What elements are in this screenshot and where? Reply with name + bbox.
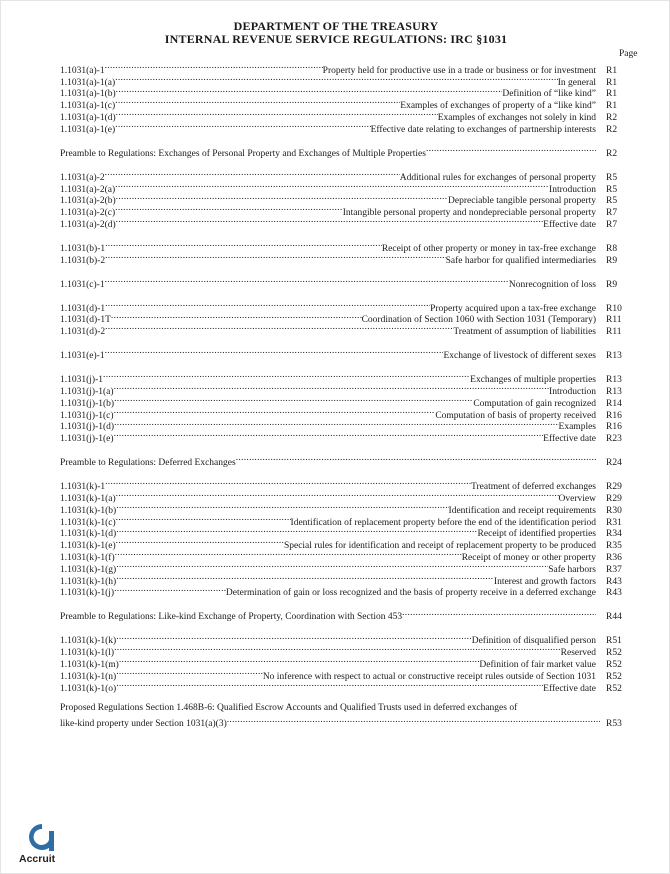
dot-leader — [236, 453, 596, 465]
accruit-logo-icon — [25, 821, 59, 853]
section-number: 1.1031(a)-1(b) — [60, 89, 116, 100]
dot-leader — [116, 192, 448, 204]
section-number: 1.1031(k)-1(g) — [60, 564, 117, 575]
page-reference: R37 — [606, 564, 622, 575]
dot-leader — [105, 61, 323, 73]
section-number: 1.1031(j)-1(e) — [60, 434, 114, 445]
dot-leader — [114, 394, 473, 406]
section-description: Introduction — [549, 184, 596, 195]
page-reference: R11 — [606, 315, 622, 326]
section-description: Computation of basis of property received — [435, 410, 596, 421]
section-number: 1.1031(j)-1(c) — [60, 410, 114, 421]
toc-entry — [60, 299, 640, 314]
dot-leader — [115, 203, 343, 215]
page-reference: R5 — [606, 184, 618, 195]
dot-leader — [402, 608, 596, 620]
dot-leader — [114, 382, 549, 394]
section-number: 1.1031(b)-1 — [60, 243, 106, 254]
section-number: 1.1031(k)-1(d) — [60, 529, 117, 540]
section-number: 1.1031(a)-2(b) — [60, 196, 116, 207]
section-number: 1.1031(k)-1(c) — [60, 517, 116, 528]
section-description: Receipt of identified properties — [477, 529, 596, 540]
page-reference: R1 — [606, 101, 618, 112]
section-description: Effective date — [543, 219, 596, 230]
page-reference: R2 — [606, 112, 618, 123]
section-description: Effective date — [543, 683, 596, 694]
section-description: Receipt of other property or money in tax-free exchange — [381, 243, 596, 254]
page-reference: R2 — [606, 148, 618, 159]
section-description: Examples of exchanges of property of a “like kind” — [400, 101, 596, 112]
dot-leader — [115, 96, 400, 108]
proposed-regulations-entry-line1: Proposed Regulations Section 1.468B-6: Qualified Escrow Accounts and Qualified Trusts used in deferred exchanges of — [60, 702, 518, 713]
toc-entry — [60, 608, 640, 623]
page-reference: R31 — [606, 517, 622, 528]
page-reference: R44 — [606, 612, 622, 623]
toc-entry — [60, 643, 640, 659]
dot-leader — [116, 525, 477, 537]
dot-leader — [114, 406, 436, 418]
page-reference: R36 — [606, 552, 622, 563]
page-reference: R24 — [606, 458, 622, 469]
section-number: 1.1031(k)-1(f) — [60, 552, 115, 563]
page-reference: R7 — [606, 219, 618, 230]
page-reference: R2 — [606, 124, 618, 135]
page-reference: R53 — [606, 719, 622, 730]
page-column-header: Page — [619, 49, 638, 59]
page-reference: R8 — [606, 243, 618, 254]
page-reference: R35 — [606, 541, 622, 552]
dot-leader — [114, 418, 558, 430]
section-description: Special rules for identification and receipt of replacement property to be produced — [283, 541, 596, 552]
section-description: Receipt of money or other property — [461, 552, 596, 563]
toc-entry — [60, 370, 640, 386]
dot-leader — [103, 370, 470, 382]
section-number: 1.1031(a)-2(d) — [60, 219, 116, 230]
section-number: 1.1031(d)-1 — [60, 303, 106, 314]
toc-entry — [60, 632, 640, 647]
page-reference: R23 — [606, 434, 622, 445]
page-reference: R13 — [606, 387, 622, 398]
page-reference: R52 — [606, 648, 622, 659]
page-reference: R1 — [606, 89, 618, 100]
section-number: 1.1031(k)-1(m) — [60, 659, 119, 670]
section-description: Effective date — [543, 434, 596, 445]
section-description: Property acquired upon a tax-free exchange — [430, 303, 596, 314]
section-number: Preamble to Regulations: Exchanges of Personal Property and Exchanges of Multiple Properties — [60, 148, 426, 159]
section-description: Property held for productive use in a trade or business or for investment — [322, 65, 596, 76]
dot-leader — [116, 501, 448, 513]
page-reference: R13 — [606, 375, 622, 386]
section-description: Overview — [558, 494, 596, 504]
section-number: 1.1031(k)-1(j) — [60, 588, 115, 599]
toc-entry — [60, 346, 640, 362]
section-number: 1.1031(a)-1(e) — [60, 124, 116, 135]
dot-leader — [116, 667, 263, 679]
toc-entry — [60, 418, 640, 433]
page-reference: R13 — [606, 351, 622, 362]
toc-entry — [60, 85, 640, 100]
page-reference: R10 — [606, 303, 622, 314]
section-number: 1.1031(k)-1(b) — [60, 505, 117, 516]
toc-entry — [60, 61, 640, 76]
section-description: Identification and receipt requirements — [448, 505, 596, 516]
section-number: 1.1031(a)-1(a) — [60, 77, 116, 88]
section-number: 1.1031(j)-1(a) — [60, 387, 114, 398]
table-of-contents — [60, 61, 640, 730]
regulations-title: INTERNAL REVENUE SERVICE REGULATIONS: IRC §1031 — [164, 32, 508, 46]
page-reference: R1 — [606, 65, 618, 76]
toc-entry — [60, 239, 640, 254]
section-description: Definition of “like kind” — [502, 89, 596, 100]
section-number: 1.1031(k)-1(n) — [60, 671, 117, 682]
page-reference: R29 — [606, 482, 622, 493]
page-reference: R11 — [606, 327, 622, 338]
dot-leader — [426, 144, 596, 156]
section-description: Examples — [558, 422, 596, 433]
dot-leader — [116, 85, 503, 97]
section-number: 1.1031(k)-1(o) — [60, 683, 117, 694]
dot-leader — [116, 572, 494, 584]
dot-leader — [114, 584, 226, 596]
section-number: 1.1031(a)-1(c) — [60, 101, 116, 112]
page-reference: R34 — [606, 529, 622, 540]
page-reference: R1 — [606, 77, 618, 88]
section-description: Safe harbor for qualified intermediaries — [445, 255, 596, 266]
dot-leader — [116, 513, 291, 525]
section-description: Determination of gain or loss recognized and the basis of property receive in a deferred exchange — [225, 588, 596, 599]
section-description: Exchange of livestock of different sexes — [443, 351, 596, 362]
accruit-logo — [19, 821, 79, 871]
section-number: 1.1031(e)-1 — [60, 351, 105, 362]
section-description: Introduction — [549, 387, 596, 398]
dot-leader — [105, 346, 444, 358]
section-number: 1.1031(j)-1 — [60, 375, 104, 386]
section-number: 1.1031(c)-1 — [60, 279, 105, 290]
dot-leader — [119, 655, 480, 667]
dot-leader — [116, 632, 472, 644]
dot-leader — [105, 275, 509, 287]
dot-leader — [116, 215, 543, 227]
dot-leader — [105, 322, 453, 334]
section-description: Exchanges of multiple properties — [470, 375, 596, 386]
section-number: 1.1031(k)-1(l) — [60, 648, 115, 659]
page-reference: R30 — [606, 505, 622, 516]
section-description: Additional rules for exchanges of personal property — [399, 172, 596, 183]
toc-entry — [60, 489, 640, 504]
section-description: Depreciable tangible personal property — [448, 196, 596, 207]
section-number: 1.1031(k)-1(k) — [60, 636, 117, 647]
page-reference: R9 — [606, 279, 618, 290]
dot-leader — [115, 180, 549, 192]
page-reference: R52 — [606, 683, 622, 694]
section-number: 1.1031(a)-1 — [60, 65, 105, 76]
section-number: 1.1031(k)-1 — [60, 482, 106, 493]
page-reference: R9 — [606, 255, 618, 266]
section-number: 1.1031(a)-2 — [60, 172, 105, 183]
dot-leader — [114, 643, 561, 655]
toc-entry — [60, 168, 640, 183]
dot-leader — [116, 679, 543, 691]
page-reference: R16 — [606, 422, 622, 433]
section-description: Treatment of assumption of liabilities — [453, 327, 596, 338]
section-description: Nonrecognition of loss — [508, 279, 596, 290]
section-description: Identification of replacement property before the end of the identification period — [290, 517, 596, 528]
section-number: 1.1031(a)-1(d) — [60, 112, 116, 123]
section-description: Definition of fair market value — [479, 659, 596, 670]
section-number: 1.1031(b)-2 — [60, 255, 106, 266]
section-description: Treatment of deferred exchanges — [471, 482, 596, 493]
page-reference: R16 — [606, 410, 622, 421]
section-description: Intangible personal property and nondepreciable personal property — [342, 208, 596, 219]
toc-entry — [60, 429, 640, 445]
section-description: Interest and growth factors — [493, 576, 596, 587]
dot-leader — [105, 239, 382, 251]
dot-leader — [105, 251, 446, 263]
page-reference: R5 — [606, 196, 618, 207]
section-description: Computation of gain recognized — [473, 398, 596, 409]
proposed-regulations-entry-line2 — [60, 715, 640, 730]
page-reference: R52 — [606, 659, 622, 670]
section-description: Effective date relating to exchanges of partnership interests — [370, 124, 596, 135]
dot-leader — [115, 73, 558, 85]
section-description: Reserved — [560, 648, 596, 659]
section-description: No inference with respect to actual or constructive receipt rules outside of Section 1031 — [262, 671, 596, 682]
section-number: Preamble to Regulations: Deferred Exchanges — [60, 458, 236, 469]
section-number: 1.1031(d)-2 — [60, 327, 106, 338]
page-reference: R29 — [606, 494, 622, 504]
section-number: 1.1031(k)-1(h) — [60, 576, 117, 587]
toc-entry — [60, 655, 640, 670]
dot-leader — [105, 477, 471, 489]
section-number: 1.1031(k)-1(a) — [60, 494, 116, 504]
toc-entry — [60, 73, 640, 88]
section-description: like-kind property under Section 1031(a)(3) — [60, 719, 227, 730]
toc-entry — [60, 501, 640, 516]
page-reference: R7 — [606, 208, 618, 219]
page-reference: R52 — [606, 671, 622, 682]
page-reference: R43 — [606, 576, 622, 587]
department-title: DEPARTMENT OF THE TREASURY — [233, 19, 439, 33]
dot-leader — [227, 715, 600, 727]
accruit-logo-wordmark: Accruit — [19, 853, 56, 865]
page-reference: R5 — [606, 172, 618, 183]
toc-entry — [60, 275, 640, 290]
dot-leader — [111, 311, 362, 323]
page-reference: R14 — [606, 398, 622, 409]
section-number: 1.1031(a)-2(c) — [60, 208, 116, 219]
section-number: 1.1031(d)-1T — [60, 315, 111, 326]
section-number: 1.1031(a)-2(a) — [60, 184, 116, 195]
dot-leader — [115, 120, 370, 132]
dot-leader — [114, 429, 544, 441]
section-description: Definition of disqualified person — [471, 636, 596, 647]
page-reference: R43 — [606, 588, 622, 599]
section-number: 1.1031(k)-1(e) — [60, 541, 116, 552]
section-description: Safe harbors — [548, 564, 596, 575]
section-description: Coordination of Section 1060 with Section 1031 (Temporary) — [361, 315, 596, 326]
toc-entry — [60, 453, 640, 469]
section-number: 1.1031(j)-1(d) — [60, 422, 115, 433]
dot-leader — [116, 536, 284, 548]
toc-entry — [60, 144, 640, 159]
dot-leader — [116, 108, 438, 120]
section-number: 1.1031(j)-1(b) — [60, 398, 115, 409]
dot-leader — [116, 489, 559, 501]
page-reference: R51 — [606, 636, 622, 647]
dot-leader — [105, 168, 400, 180]
dot-leader — [116, 560, 548, 572]
section-number: Preamble to Regulations: Like-kind Exchange of Property, Coordination with Section 453 — [60, 612, 403, 623]
dot-leader — [115, 548, 462, 560]
section-description: Examples of exchanges not solely in kind — [437, 112, 596, 123]
dot-leader — [105, 299, 430, 311]
section-description: In general — [557, 77, 596, 88]
toc-entry — [60, 477, 640, 493]
